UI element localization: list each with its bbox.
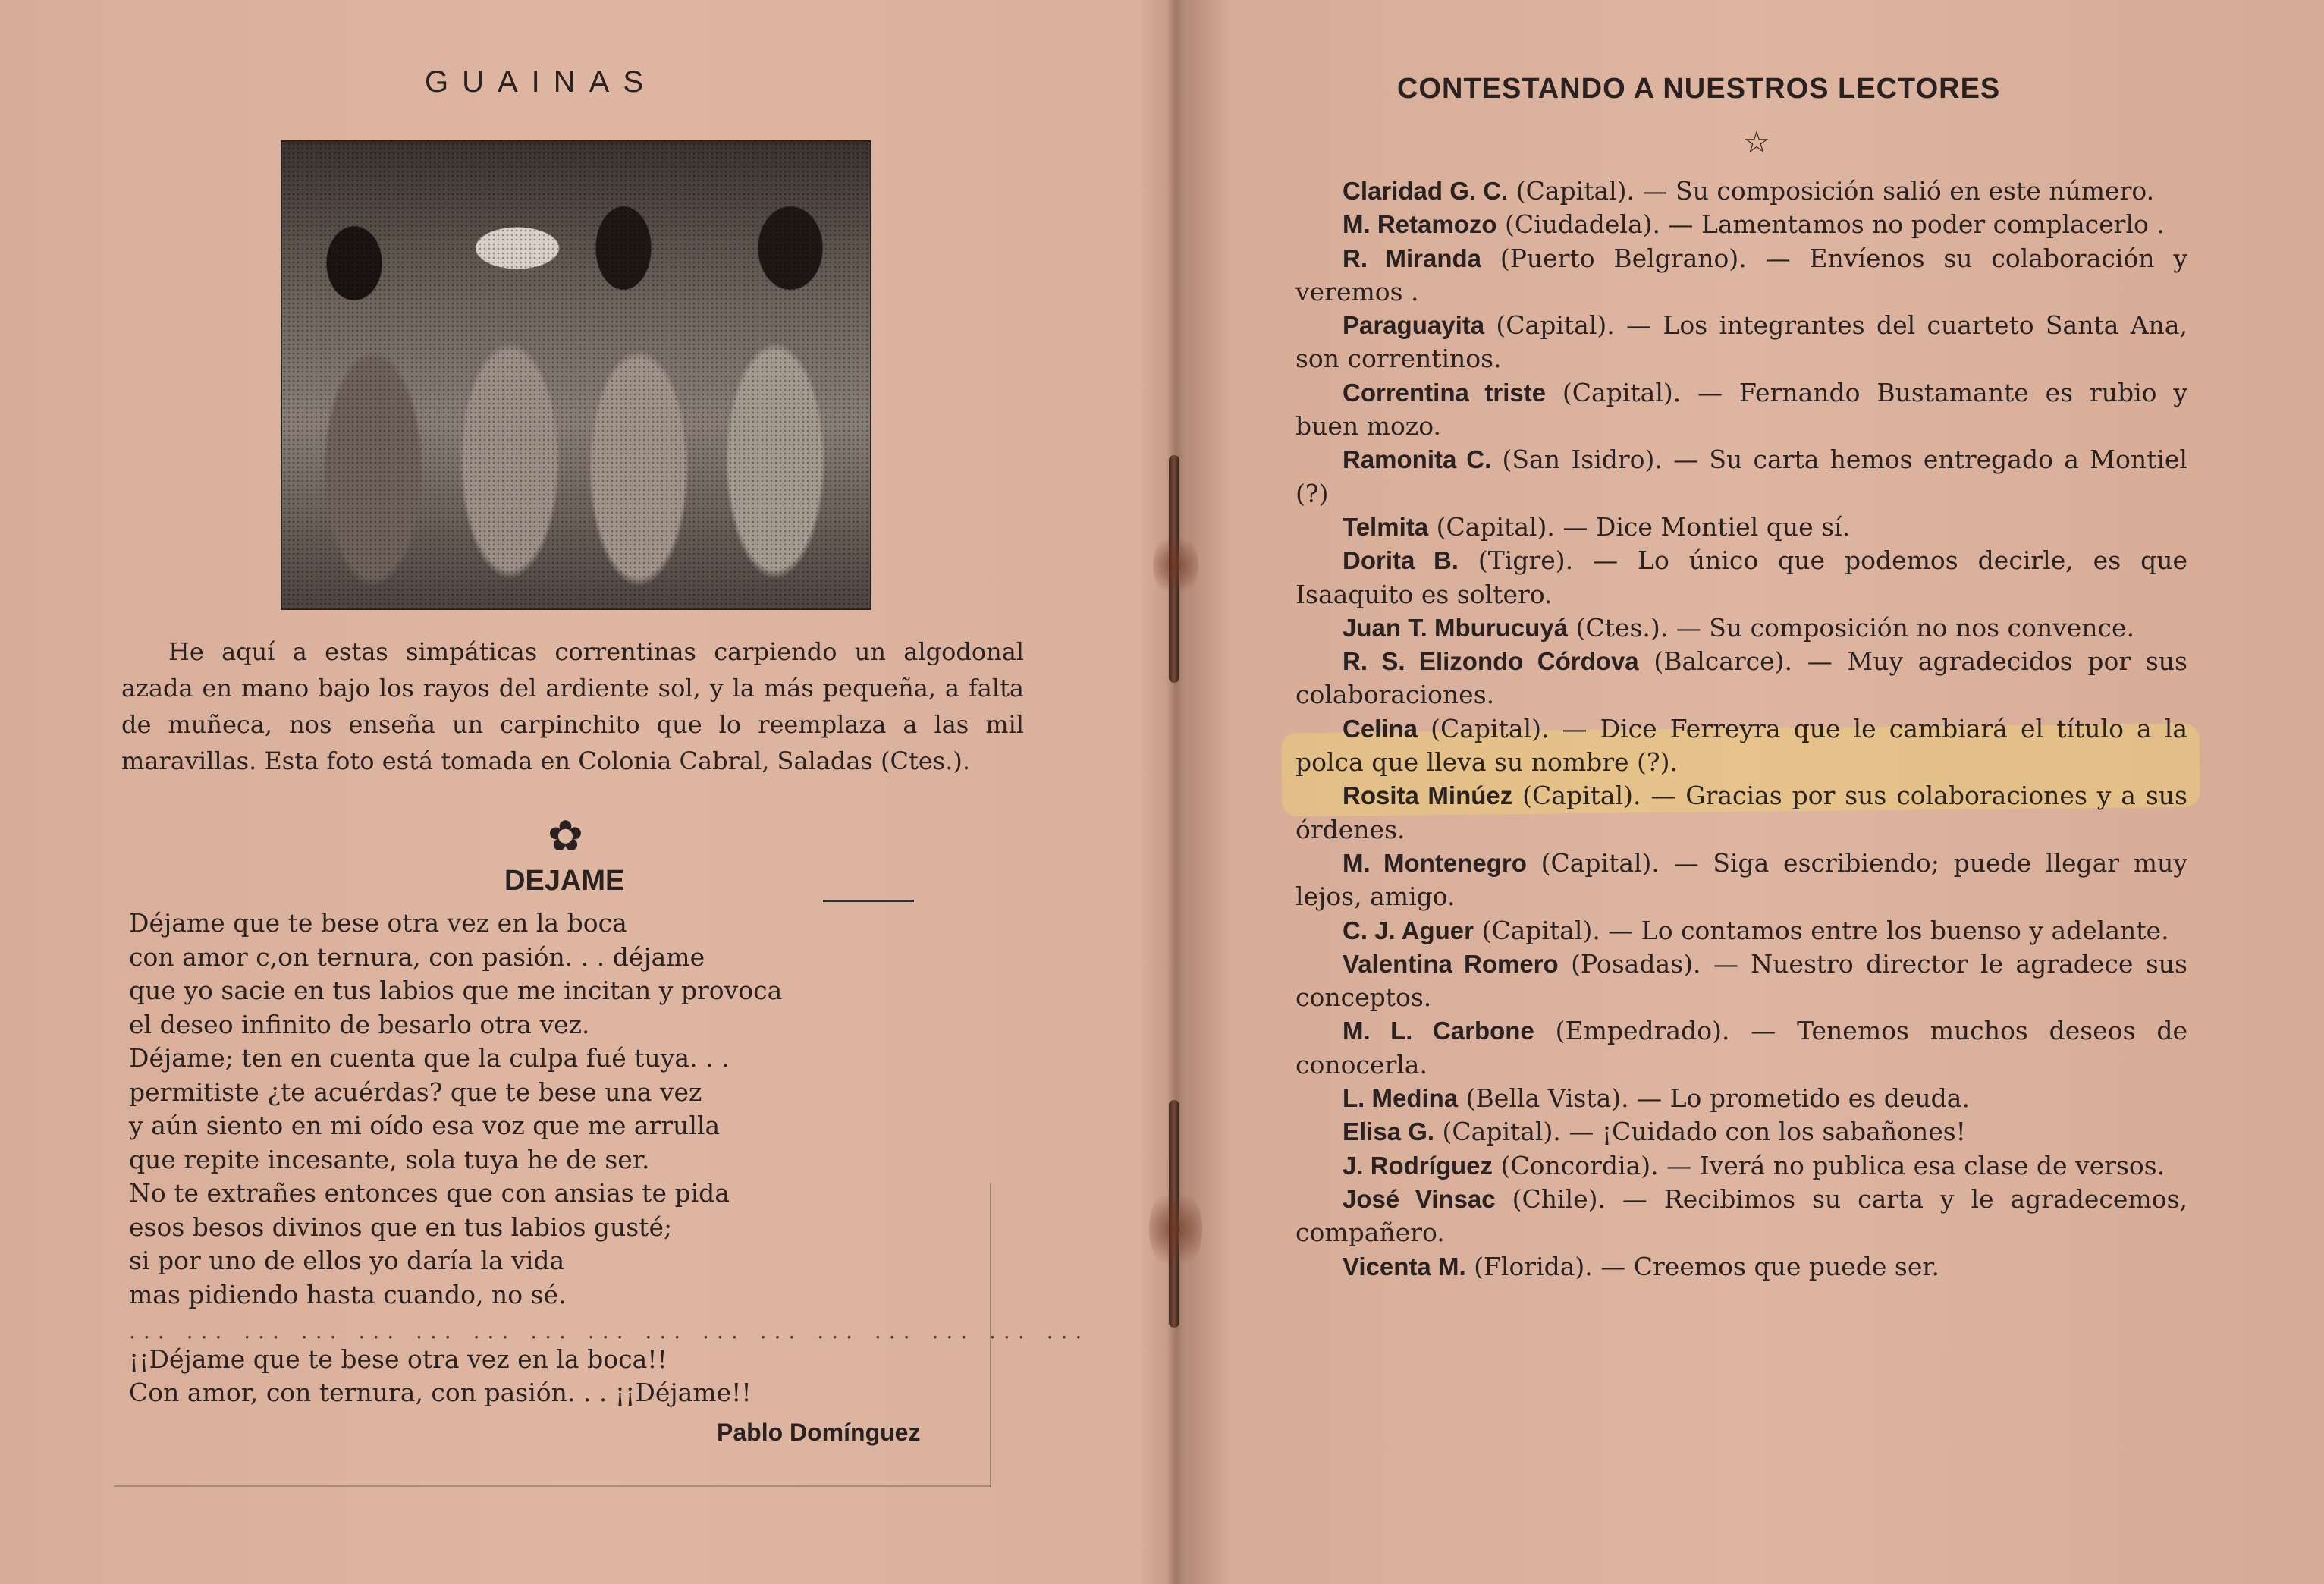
reader-answer <box>1295 1082 2187 1115</box>
reader-answer <box>1295 1183 2187 1250</box>
answer-text: Lo prometido es deuda. <box>1669 1083 1970 1114</box>
page-header: GUAINAS <box>425 65 658 99</box>
answer-text: Envíenos su colaboración y veremos . <box>1295 243 2187 306</box>
reader-answer <box>1295 208 2187 241</box>
reader-name: L. Medina <box>1343 1084 1459 1113</box>
reader-name: Valentina Romero <box>1343 949 1559 978</box>
reader-location: (Posadas). — <box>1558 948 1751 979</box>
poem-line: que repite incesante, sola tuya he de ser. <box>129 1144 650 1174</box>
photo-caption: He aquí a estas simpáticas correntinas carpiendo un algodonal azada en mano bajo los rayos del ardiente sol, y la más pequeña, a falta de muñeca, nos enseña un carpinchito que lo reemplaza a las mil maravillas. Esta foto está tomada en Colonia Cabral, Saladas (Ctes.). <box>121 637 1024 775</box>
reader-name: R. Miranda <box>1343 244 1482 272</box>
reader-name: M. L. Carbone <box>1343 1017 1534 1045</box>
reader-location: (Capital). — <box>1428 511 1596 542</box>
poem-line: Déjame; ten en cuenta que la culpa fué tuya. . . <box>129 1043 730 1073</box>
reader-location: (Puerto Belgrano). — <box>1481 243 1810 273</box>
reader-answer <box>1295 611 2187 645</box>
answer-text: Dice Ferreyra que le cambiará el título a la polca que lleva su nombre (?). <box>1295 713 2187 778</box>
reader-answer <box>1295 174 2187 208</box>
reader-answer <box>1295 544 2187 611</box>
reader-answer <box>1295 779 2187 847</box>
photo-of-four-women-with-hoes-icon <box>281 140 872 610</box>
answer-text: Creemos que puede ser. <box>1633 1251 1939 1281</box>
answer-text: Los integrantes del cuarteto Santa Ana, son correntinos. <box>1295 310 2187 374</box>
reader-answer <box>1295 948 2187 1015</box>
answer-text: Gracias por sus colaboraciones y a sus órdenes. <box>1295 781 2187 844</box>
page-header: CONTESTANDO A NUESTROS LECTORES <box>1397 73 2001 105</box>
reader-answer <box>1295 645 2187 712</box>
reader-answer <box>1295 1149 2187 1183</box>
answer-text: Su composición salió en este número. <box>1675 176 2155 206</box>
answer-text: Lo contamos entre los buenso y adelante. <box>1641 915 2169 945</box>
reader-location: (Capital). — <box>1546 377 1739 407</box>
reader-location: (Empedrado). — <box>1534 1016 1798 1046</box>
reader-location: (Capital). — <box>1473 915 1641 945</box>
reader-location: (Chile). — <box>1495 1183 1664 1214</box>
reader-name: Claridad G. C. <box>1343 177 1509 205</box>
poem-line: esos besos divinos que en tus labios gusté; <box>129 1212 673 1242</box>
poem-line: el deseo infinito de besarlo otra vez. <box>129 1009 590 1039</box>
reader-location: (Capital). — <box>1484 310 1663 341</box>
reader-location: (Capital). — <box>1418 713 1600 743</box>
reader-answer <box>1295 309 2187 376</box>
reader-answer <box>1295 376 2187 444</box>
poem-line: mas pidiendo hasta cuando, no sé. <box>129 1279 567 1309</box>
reader-answer <box>1295 443 2187 511</box>
reader-name: Correntina triste <box>1343 378 1547 407</box>
answer-text: Dice Montiel que sí. <box>1595 511 1851 542</box>
reader-name: Telmita <box>1343 512 1429 541</box>
answer-text: Fernando Bustamante es rubio y buen mozo. <box>1295 377 2187 442</box>
poem-line: con amor c,on ternura, con pasión. . . déjame <box>129 941 705 972</box>
answer-text: Su carta hemos entregado a Montiel (?) <box>1295 445 2187 508</box>
reader-name: Vicenta M. <box>1343 1252 1466 1281</box>
reader-answer <box>1295 1250 2187 1284</box>
reader-location: (Capital). — <box>1508 176 1676 206</box>
reader-location: (Balcarce). — <box>1638 646 1848 677</box>
answer-text: Lo único que podemos decirle, es que Isaaquito es soltero. <box>1295 545 2187 609</box>
reader-answer <box>1295 511 2187 544</box>
poem-line: Déjame que te bese otra vez en la boca <box>129 908 627 938</box>
reader-location: (San Isidro). — <box>1491 445 1710 475</box>
reader-location: (Ciudadela). — <box>1496 209 1701 240</box>
reader-name: José Vinsac <box>1343 1184 1496 1213</box>
answer-text: Nuestro director le agradece sus conceptos. <box>1295 948 2187 1013</box>
dotted-separator: ... ... ... ... ... ... ... ... ... ... ... ... ... ... ... ... ... <box>129 1318 1090 1344</box>
reader-location: (Bella Vista). — <box>1458 1083 1670 1114</box>
reader-name: Celina <box>1343 714 1418 743</box>
bleed-through-frame <box>990 1183 991 1487</box>
reader-name: Juan T. Mburucuyá <box>1343 613 1569 642</box>
reader-answer <box>1295 1014 2187 1082</box>
reader-answer <box>1295 242 2187 310</box>
refrain-line: Con amor, con ternura, con pasión. . . ¡¡Déjame!! <box>129 1378 752 1407</box>
star-icon: ☆ <box>1743 125 1770 160</box>
answer-text: Lamentamos no poder complacerlo . <box>1701 209 2165 240</box>
refrain-line: ¡¡Déjame que te bese otra vez en la boca!! <box>129 1344 667 1374</box>
answer-text: ¡Cuidado con los sabañones! <box>1601 1117 1966 1147</box>
answer-text: Muy agradecidos por sus colaboraciones. <box>1295 646 2187 710</box>
answer-text: Siga escribiendo; puede llegar muy lejos, amigo. <box>1295 847 2187 912</box>
reader-name: M. Montenegro <box>1343 848 1527 877</box>
reader-name: Ramonita C. <box>1343 445 1492 474</box>
flower-ornament-icon: ✿ <box>548 812 583 861</box>
poem-refrain <box>129 1343 1039 1410</box>
answer-text: Tenemos muchos deseos de conocerla. <box>1295 1016 2188 1080</box>
reader-answer <box>1295 914 2187 948</box>
reader-location: (Capital). — <box>1512 781 1686 811</box>
reader-location: (Florida). — <box>1465 1251 1634 1281</box>
reader-name: Dorita B. <box>1343 546 1459 575</box>
poem-line: y aún siento en mi oído esa voz que me arrulla <box>129 1111 721 1140</box>
reader-name: Rosita Minúez <box>1343 781 1513 810</box>
reader-answers-list <box>1295 174 2187 1284</box>
answer-text: Recibimos su carta y le agradecemos, compañero. <box>1295 1183 2187 1248</box>
reader-name: Paraguayita <box>1343 311 1485 340</box>
reader-name: J. Rodríguez <box>1343 1151 1493 1180</box>
divider <box>823 900 914 902</box>
poem-line: si por uno de ellos yo daría la vida <box>129 1246 565 1275</box>
bleed-through-frame <box>114 1485 991 1487</box>
reader-name: C. J. Aguer <box>1343 916 1474 944</box>
reader-location: (Ctes.). — <box>1568 612 1710 643</box>
reader-location: (Concordia). — <box>1493 1150 1700 1180</box>
reader-location: (Tigre). — <box>1458 545 1638 576</box>
reader-name: M. Retamozo <box>1343 210 1497 239</box>
reader-answer <box>1295 1115 2187 1149</box>
reader-answer <box>1295 712 2187 780</box>
reader-answer <box>1295 847 2187 914</box>
poem-body <box>129 907 1039 1312</box>
poem-line: No te extrañes entonces que con ansias te pida <box>129 1178 730 1208</box>
answer-text: Iverá no publica esa clase de versos. <box>1699 1150 2165 1180</box>
reader-name: Elisa G. <box>1343 1117 1435 1146</box>
poem-line: permitiste ¿te acuérdas? que te bese una vez <box>129 1076 702 1107</box>
poem-author: Pablo Domínguez <box>717 1419 921 1446</box>
reader-location: (Capital). — <box>1434 1117 1602 1147</box>
reader-location: (Capital). — <box>1526 847 1713 878</box>
poem-line: que yo sacie en tus labios que me incitan y provoca <box>129 976 783 1005</box>
poem-title: DEJAME <box>504 865 625 897</box>
answer-text: Su composición no nos convence. <box>1709 612 2135 643</box>
reader-name: R. S. Elizondo Córdova <box>1343 647 1639 676</box>
